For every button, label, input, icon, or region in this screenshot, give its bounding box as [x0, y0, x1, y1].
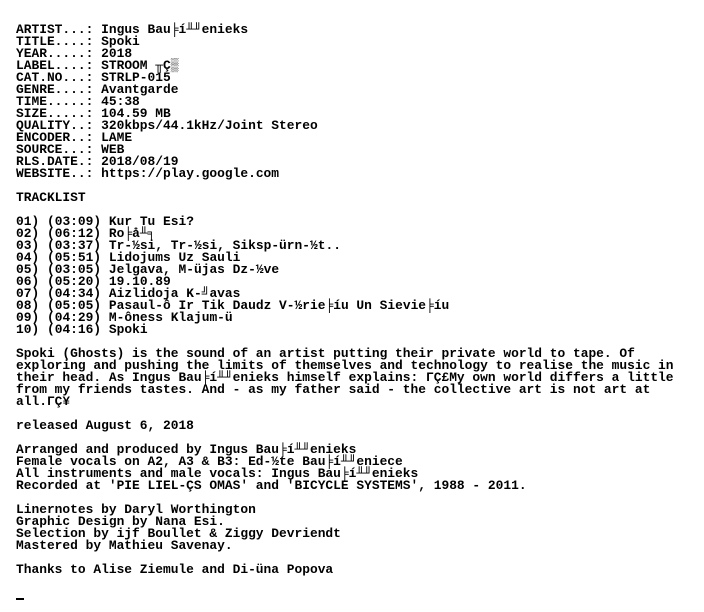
track-title: Aizlidoja K-╝avas: [108, 286, 241, 301]
track-number: 07): [16, 286, 40, 301]
release-info-key: CAT.NO...:: [16, 70, 94, 85]
staff-credit-line: Selection by ijf Boullet & Ziggy Devriendt: [16, 526, 341, 541]
track-duration: (04:34): [46, 286, 102, 301]
staff-credit-line: Mastered by Mathieu Savenay.: [16, 538, 233, 553]
release-info-key: TIME.....:: [16, 94, 94, 109]
track-title: Lidojums Uz Sauli: [108, 250, 241, 265]
text-cursor: [16, 598, 24, 600]
release-info-key: SIZE.....:: [16, 106, 94, 121]
release-info-value: 2018/08/19: [101, 154, 179, 169]
track-duration: (06:12): [46, 226, 102, 241]
track-title: Spoki: [108, 322, 148, 337]
release-info-key: LABEL....:: [16, 58, 94, 73]
track-title: Ro╞å╨╕: [108, 226, 156, 241]
release-info-value: LAME: [101, 130, 133, 145]
release-info-key: ARTIST...:: [16, 22, 94, 37]
track-number: 09): [16, 310, 40, 325]
release-info-value: STRLP-015: [101, 70, 171, 85]
staff-credit-line: Graphic Design by Nana Esi.: [16, 514, 225, 529]
track-duration: (03:37): [46, 238, 102, 253]
release-info-value: WEB: [101, 142, 125, 157]
track-number: 05): [16, 262, 40, 277]
description-paragraph: Spoki (Ghosts) is the sound of an artist putting their private world to tape. Of exploring and pushing the limits of themselves and technology to realise the music in their head. As Ingus Bau╞í╨╜enieks himself explains: ΓÇ£My own world differs a little from my friends tastes. And - as my father said - the collective art is not art at all.ΓÇ¥: [16, 346, 674, 409]
release-info-key: YEAR.....:: [16, 46, 94, 61]
credit-line: All instruments and male vocals: Ingus Bau╞í╨╜enieks: [16, 466, 419, 481]
track-duration: (03:09): [46, 214, 102, 229]
release-info-row: [16, 168, 700, 180]
release-info-value: 104.59 MB: [101, 106, 171, 121]
release-info-value: 320kbps/44.1kHz/Joint Stereo: [101, 118, 318, 133]
credit-line: Female vocals on A2, A3 & B3: Ed-½te Bau╞í╨╜eniece: [16, 454, 403, 469]
release-info-value: 2018: [101, 46, 133, 61]
track-duration: (04:29): [46, 310, 102, 325]
track-number: 10): [16, 322, 40, 337]
release-date-line: released August 6, 2018: [16, 418, 194, 433]
thanks-line: Thanks to Alise Ziemule and Di-üna Popova: [16, 562, 334, 577]
blank-line: [16, 576, 700, 588]
release-info-key: QUALITY..:: [16, 118, 94, 133]
release-info-key: RLS.DATE.:: [16, 154, 94, 169]
cursor-line: [16, 588, 700, 600]
tracklist: [16, 216, 700, 336]
track-title: Tr-½si, Tr-½si, Siksp-ürn-½t..: [108, 238, 341, 253]
tracklist-heading: TRACKLIST: [16, 190, 86, 205]
release-info-value: https://play.google.com: [101, 166, 280, 181]
release-info-key: GENRE....:: [16, 82, 94, 97]
release-info-value: Ingus Bau╞í╨╜enieks: [101, 22, 249, 37]
credits-block: [16, 444, 700, 492]
track-duration: (05:20): [46, 274, 102, 289]
release-info-block: [16, 24, 700, 180]
credit-line: Arranged and produced by Ingus Bau╞í╨╜enieks: [16, 442, 357, 457]
release-info-key: TITLE....:: [16, 34, 94, 49]
release-info-value: STROOM ╥Ç▒: [101, 58, 179, 73]
release-info-key: ENCODER..:: [16, 130, 94, 145]
blank-line: [16, 180, 700, 192]
release-info-value: Avantgarde: [101, 82, 179, 97]
release-info-value: 45:38: [101, 94, 140, 109]
track-number: 01): [16, 214, 40, 229]
track-row: [16, 324, 700, 336]
track-number: 03): [16, 238, 40, 253]
track-title: M-ôness Klajum-ü: [108, 310, 233, 325]
release-info-value: Spoki: [101, 34, 140, 49]
release-info-key: WEBSITE..:: [16, 166, 94, 181]
track-number: 08): [16, 298, 40, 313]
track-duration: (05:05): [46, 298, 102, 313]
credit-line: Recorded at 'PIE LIEL-ÇS OMAS' and 'BICYCLE SYSTEMS', 1988 - 2011.: [16, 478, 527, 493]
track-number: 06): [16, 274, 40, 289]
track-title: 19.10.89: [108, 274, 171, 289]
track-duration: (04:16): [46, 322, 102, 337]
track-title: Pasaul-ô Ir Tik Daudz V-½rie╞íu Un Sievie╞íu: [108, 298, 450, 313]
track-title: Kur Tu Esi?: [108, 214, 194, 229]
track-number: 04): [16, 250, 40, 265]
staff-credit-line: Linernotes by Daryl Worthington: [16, 502, 256, 517]
release-info-key: SOURCE...:: [16, 142, 94, 157]
staff-credits-block: [16, 504, 700, 552]
track-duration: (05:51): [46, 250, 102, 265]
track-duration: (03:05): [46, 262, 102, 277]
nfo-text-document: [16, 24, 700, 600]
track-number: 02): [16, 226, 40, 241]
track-title: Jelgava, M-üjas Dz-½ve: [108, 262, 280, 277]
